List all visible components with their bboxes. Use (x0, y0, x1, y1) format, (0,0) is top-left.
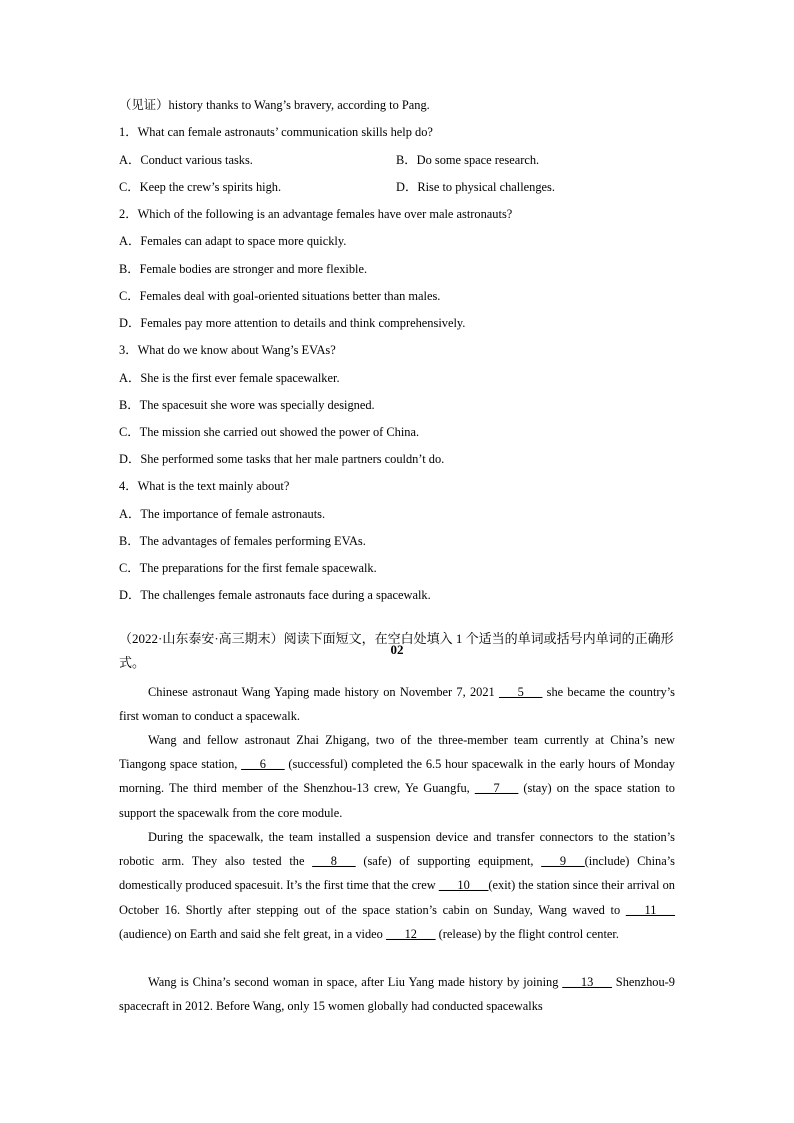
passage-text: (include) China’s domestically produced spacesuit. It’s the first time that the crew (119, 854, 676, 893)
passage-text: Wang is China’s second woman in space, after Liu Yang made history by joining (148, 975, 563, 989)
section-number: 02 (390, 642, 404, 657)
question-2-option-a: A．Females can adapt to space more quickly. (119, 234, 347, 248)
question-3-option-a: A．She is the first ever female spacewalker. (119, 371, 340, 385)
blank-10: ___10___ (438, 878, 489, 893)
blank-11: ___11___ (625, 902, 675, 917)
blank-6: ___6___ (241, 757, 285, 772)
question-1-option-d: D．Rise to physical challenges. (396, 180, 555, 194)
passage-text: (audience) on Earth and said she felt great, in a video (119, 926, 386, 941)
question-4-option-a: A．The importance of female astronauts. (119, 507, 326, 521)
question-2-option-b: B．Female bodies are stronger and more flexible. (119, 262, 368, 276)
question-3-option-b: B．The spacesuit she wore was specially designed. (119, 398, 375, 412)
passage-text: she became the country’s first woman to conduct a spacewalk. (119, 685, 675, 724)
question-4-stem: 4．What is the text mainly about? (119, 479, 290, 493)
question-2-stem: 2．Which of the following is an advantage females have over male astronauts? (119, 207, 513, 221)
blank-13: ___13___ (562, 975, 612, 989)
passage-text: Shenzhou-9 spacecraft in 2012. Before Wang, only 15 women globally had conducted spacewalks (119, 975, 675, 1014)
question-3-stem: 3．What do we know about Wang’s EVAs? (119, 343, 336, 357)
passage-text: During the spacewalk, the team installed a suspension device and transfer connectors to the station’s robotic arm. They also tested the (119, 830, 675, 869)
blank-5: ___5___ (499, 685, 543, 699)
passage-text: (exit) the station since their arrival on October 16. Shortly after stepping out of the space station’s cabin on Sunday, Wang waved to (119, 878, 676, 917)
question-4-option-d: D．The challenges female astronauts face during a spacewalk. (119, 588, 431, 602)
question-3-option-c: C．The mission she carried out showed the power of China. (119, 425, 420, 439)
passage-text: (stay) on the space station to support the spacewalk from the core module. (119, 781, 675, 820)
passage-text: Chinese astronaut Wang Yaping made history on November 7, 2021 (148, 685, 499, 699)
question-1-option-b: B．Do some space research. (396, 153, 540, 167)
blank-7: ___7___ (474, 781, 519, 796)
question-1-stem: 1．What can female astronauts’ communication skills help do? (119, 125, 433, 139)
passage-paragraph-4 (119, 970, 675, 1018)
question-2-option-c: C．Females deal with goal-oriented situations better than males. (119, 289, 441, 303)
blank-12: ___12___ (385, 926, 436, 941)
question-4-option-b: B．The advantages of females performing EVAs. (119, 534, 366, 548)
question-1-option-a: A．Conduct various tasks. (119, 153, 253, 167)
blank-9: ___9___ (541, 854, 585, 869)
question-3-option-d: D．She performed some tasks that her male partners couldn’t do. (119, 452, 445, 466)
passage-text: (successful) completed the 6.5 hour spacewalk in the early hours of Monday morning. The third member of the Shenzhou-13 crew, Ye Guangfu, (119, 757, 676, 796)
section-instructions: （2022·山东泰安·高三期末）阅读下面短文，在空白处填入 1 个适当的单词或括号内单词的正确形式。 (119, 631, 674, 670)
passage-text: (release) by the flight control center. (435, 926, 619, 941)
top-fragment: （见证）history thanks to Wang’s bravery, according to Pang. (119, 98, 430, 112)
question-4-option-c: C．The preparations for the first female spacewalk. (119, 561, 377, 575)
question-1-option-c: C．Keep the crew’s spirits high. (119, 180, 282, 194)
passage-paragraph-3 (119, 825, 675, 946)
passage-text: Wang and fellow astronaut Zhai Zhigang, two of the three-member team currently at China’s new Tiangong space station, (119, 733, 675, 772)
blank-8: ___8___ (312, 854, 356, 869)
passage-text: (safe) of supporting equipment, (355, 854, 542, 869)
question-2-option-d: D．Females pay more attention to details and think comprehensively. (119, 316, 466, 330)
passage-paragraph-2 (119, 728, 675, 825)
passage-paragraph-1 (119, 680, 675, 728)
